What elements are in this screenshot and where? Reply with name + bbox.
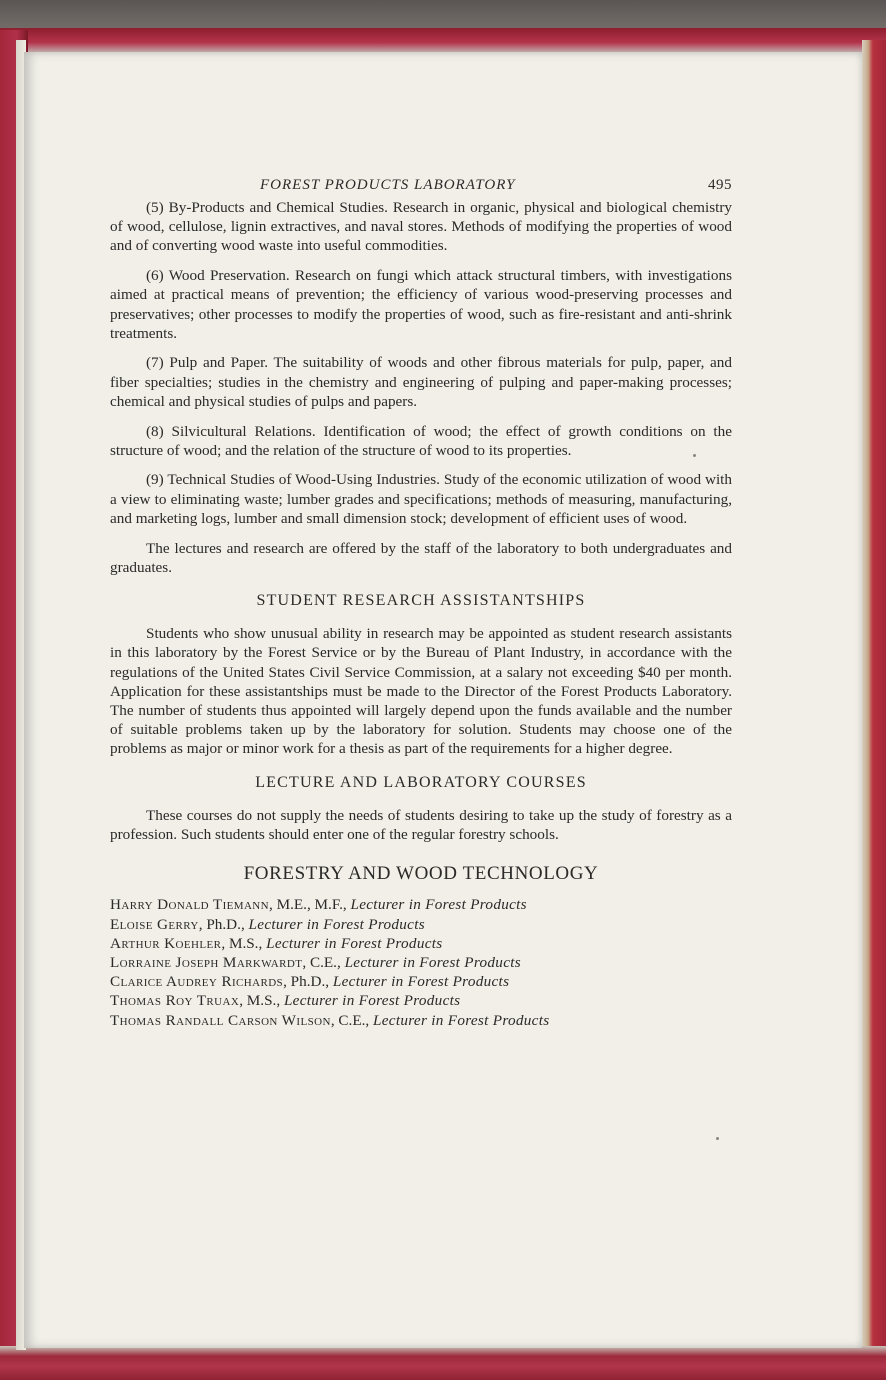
faculty-entry [110, 934, 732, 953]
paragraph-technical-studies: (9) Technical Studies of Wood-Using Industries. Study of the economic utilization of wood with a view to eliminating waste; lumber grades and specifications; methods of measuring, manufacturing, and marketing logs, lumber and small dimension stock; development of efficient uses of wood. [110, 471, 732, 527]
running-title: FOREST PRODUCTS LABORATORY [260, 177, 516, 193]
faculty-name: Thomas Roy Truax [110, 992, 240, 1010]
page-number: 495 [708, 177, 732, 193]
faculty-entry [110, 972, 732, 991]
faculty-name: Lorraine Joseph Markwardt [110, 954, 303, 971]
faculty-role: Lecturer in Forest Products [266, 934, 443, 952]
book-cover-right-edge [862, 40, 886, 1360]
faculty-role: Lecturer in Forest Products [332, 973, 510, 991]
paragraph-lectures-offered: The lectures and research are offered by the staff of the laboratory to both undergraduates and graduates. [110, 539, 732, 576]
faculty-name: Harry Donald Tiemann [110, 896, 269, 914]
faculty-entry [110, 915, 732, 934]
faculty-name: Arthur Koehler [110, 934, 222, 952]
paper-speck [716, 1137, 719, 1140]
heading-lecture-and-laboratory-courses: LECTURE AND LABORATORY COURSES [255, 773, 587, 791]
page-text [110, 172, 732, 1030]
faculty-name: Eloise Gerry [110, 915, 199, 933]
paragraph-wood-preservation: (6) Wood Preservation. Research on fungi which attack structural timbers, with investigations aimed at practical means of prevention; the efficiency of various wood-preserving processes and preservatives; other processes to modify the properties of wood, such as fire-resistant and anti-shrink treatments. [110, 267, 732, 342]
book-cover-bottom-edge [0, 1346, 886, 1380]
faculty-role: Lecturer in Forest Products [350, 896, 527, 914]
paragraph-student-research-assistantships: Students who show unusual ability in research may be appointed as student research assistants in this laboratory by the Forest Service or by the Bureau of Plant Industry, in accordance with the regulations of the United States Civil Service Commission, at a salary not exceeding $40 per month. Application for these assistantships must be made to the Director of the Forest Products Laboratory. The number of students thus appointed will largely depend upon the funds available and the number of suitable problems taken up by the laboratory for solution. Students may choose one of the problems as major or minor work for a thesis as part of the requirements for a higher degree. [110, 625, 732, 758]
heading-forestry-and-wood-technology: FORESTRY AND WOOD TECHNOLOGY [243, 863, 599, 885]
book-cover-top-edge [0, 28, 886, 54]
faculty-role: Lecturer in Forest Products [344, 954, 521, 971]
faculty-entry [110, 991, 732, 1010]
paragraph-pulp-and-paper: (7) Pulp and Paper. The suitability of woods and other fibrous materials for pulp, paper, and fiber specialties; studies in the chemistry and engineering of pulping and paper-making processes; chemical and physical studies of pulps and papers. [110, 354, 732, 410]
faculty-role: Lecturer in Forest Products [248, 915, 425, 933]
faculty-name: Thomas Randall Carson Wilson [110, 1011, 331, 1029]
faculty-entry [110, 895, 732, 914]
paragraph-lecture-and-laboratory-courses: These courses do not supply the needs of students desiring to take up the study of forestry as a profession. Such students should enter one of the regular forestry schools. [110, 806, 732, 843]
faculty-degrees: , M.E., M.F., [268, 896, 351, 914]
faculty-role: Lecturer in Forest Products [283, 992, 461, 1010]
paragraph-silvicultural-relations: (8) Silvicultural Relations. Identification of wood; the effect of growth conditions on the structure of wood; and the relation of the structure of wood to its properties. [110, 422, 732, 459]
faculty-entry [110, 1011, 732, 1030]
faculty-entry [110, 953, 732, 972]
faculty-degrees: , Ph.D., [198, 915, 249, 933]
faculty-degrees: , C.E., [330, 1011, 374, 1029]
faculty-degrees: , M.S., [221, 934, 267, 952]
faculty-name: Clarice Audrey Richards [110, 973, 284, 991]
faculty-degrees: , C.E., [302, 954, 345, 971]
running-head [110, 172, 732, 198]
paragraph-by-products: (5) By-Products and Chemical Studies. Research in organic, physical and biological chemistry of wood, cellulose, lignin extractives, and naval stores. Methods of modifying the properties of wood and of converting wood waste into useful commodities. [110, 199, 732, 255]
heading-student-research-assistantships: STUDENT RESEARCH ASSISTANTSHIPS [256, 591, 586, 609]
faculty-role: Lecturer in Forest Products [373, 1011, 550, 1029]
faculty-degrees: , Ph.D., [283, 973, 333, 991]
faculty-degrees: , M.S., [239, 992, 284, 1010]
faculty-list [110, 895, 732, 1029]
